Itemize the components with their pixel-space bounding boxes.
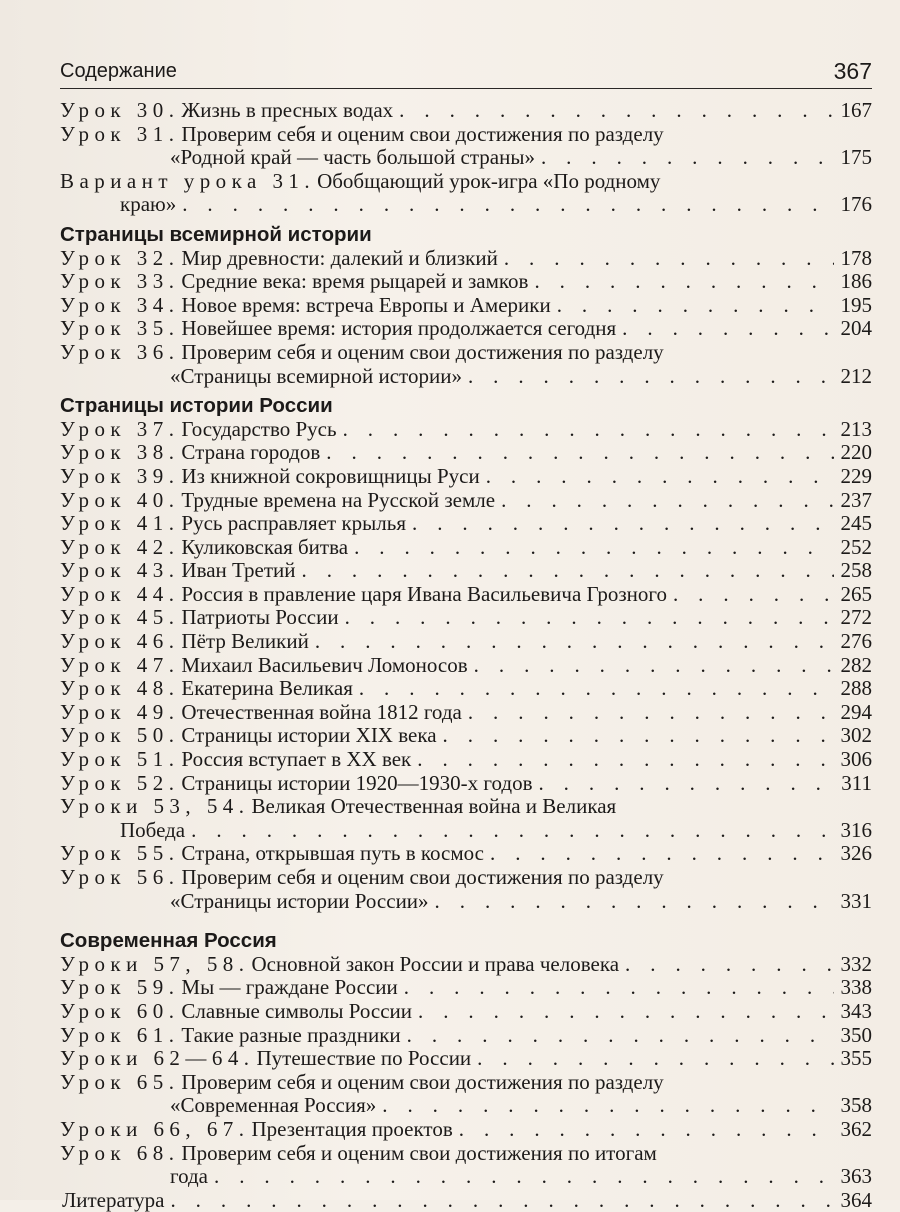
entry-title-continued: года: [170, 1164, 208, 1189]
toc-entry[interactable]: [60, 1118, 872, 1142]
entry-page-number: 245: [840, 511, 872, 536]
entry-page-number: 195: [840, 292, 872, 317]
entry-title: Средние века: время рыцарей и замков: [181, 269, 529, 294]
entry-title: Новейшее время: история продолжается сегодня: [181, 316, 617, 341]
entry-title: Великая Отечественная война и Великая: [251, 794, 617, 819]
lesson-label: Урок 30.: [60, 98, 180, 122]
lesson-label: Уроки 62—64.: [60, 1046, 255, 1071]
entry-page-number: 338: [840, 975, 872, 1000]
entry-page-number: 213: [840, 416, 872, 441]
entry-page-number: 358: [840, 1093, 872, 1118]
toc-entry-continuation[interactable]: [60, 146, 872, 170]
entry-page-number: 265: [840, 581, 872, 606]
leader-dots: [468, 365, 834, 389]
toc-entry[interactable]: [60, 341, 872, 365]
leader-dots: [404, 976, 834, 1000]
leader-dots: [343, 418, 834, 442]
entry-title-continued: «Родной край — часть большой страны»: [170, 145, 535, 170]
lesson-label: Урок 47.: [60, 652, 180, 677]
leader-dots: [326, 441, 834, 465]
entry-title: Страна городов: [181, 440, 321, 465]
section-gap: [60, 913, 872, 923]
entry-title: Страницы истории 1920—1930-х годов: [181, 770, 533, 795]
entry-title: Проверим себя и оценим свои достижения по разделу: [181, 121, 664, 146]
toc-entry[interactable]: [60, 842, 872, 866]
toc-entry[interactable]: [60, 441, 872, 465]
leader-dots: [501, 489, 834, 513]
toc-entry[interactable]: [60, 1189, 872, 1212]
entry-title: Россия в правление царя Ивана Васильевича Грозного: [181, 581, 667, 606]
lesson-label: Урок 59.: [60, 975, 180, 1000]
entry-title: Страна, открывшая путь в космос: [181, 841, 484, 866]
entry-title: Проверим себя и оценим свои достижения по разделу: [181, 865, 664, 889]
entry-page-number: 220: [840, 440, 872, 465]
entry-page-number: 272: [840, 605, 872, 630]
entry-title-continued: Победа: [120, 817, 186, 842]
entry-title: Проверим себя и оценим свои достижения по разделу: [181, 339, 664, 364]
entry-title: Россия вступает в XX век: [181, 747, 412, 772]
entry-title: Жизнь в пресных водах: [181, 98, 394, 122]
entry-title: Обобщающий урок-игра «По родному: [317, 168, 661, 193]
entry-title: Екатерина Великая: [181, 676, 353, 701]
toc-entry[interactable]: [60, 294, 872, 318]
leader-dots: [315, 630, 834, 654]
page-number: 367: [833, 58, 872, 84]
lesson-label: Урок 42.: [60, 534, 180, 559]
entry-page-number: 186: [840, 269, 872, 294]
entry-title: Куликовская битва: [181, 534, 349, 559]
entry-page-number: 326: [840, 841, 872, 866]
leader-dots: [534, 270, 834, 294]
toc-entry[interactable]: [60, 724, 872, 748]
toc-entry[interactable]: [60, 1071, 872, 1095]
leader-dots: [557, 294, 834, 318]
toc-entry[interactable]: [60, 795, 872, 819]
entry-title-continued: краю»: [120, 192, 177, 217]
toc-entry-continuation[interactable]: [60, 1165, 872, 1189]
lesson-label: Урок 60.: [60, 998, 180, 1023]
entry-page-number: 252: [840, 534, 872, 559]
entry-page-number: 276: [840, 629, 872, 654]
leader-dots: [490, 842, 834, 866]
lesson-label: Урок 44.: [60, 581, 180, 606]
toc-entry[interactable]: [60, 976, 872, 1000]
entry-page-number: 212: [840, 363, 872, 388]
entry-title: Литература: [62, 1187, 165, 1212]
leader-dots: [412, 512, 834, 536]
lesson-label: Урок 31.: [60, 121, 180, 146]
entry-page-number: 316: [840, 817, 872, 842]
toc-entry[interactable]: [60, 99, 872, 123]
entry-page-number: 229: [840, 463, 872, 488]
entry-title: Проверим себя и оценим свои достижения по итогам: [181, 1140, 657, 1165]
entry-title: Михаил Васильевич Ломоносов: [181, 652, 468, 677]
entry-title: Презентация проектов: [251, 1116, 453, 1141]
leader-dots: [625, 953, 834, 977]
leader-dots: [443, 724, 834, 748]
toc-entry[interactable]: [60, 317, 872, 341]
entry-page-number: 237: [840, 487, 872, 512]
entry-title: Страницы истории XIX века: [181, 723, 437, 748]
toc-entry-continuation[interactable]: [60, 365, 872, 389]
leader-dots: [538, 772, 834, 796]
leader-dots: [486, 465, 834, 489]
leader-dots: [435, 890, 834, 914]
toc-entry[interactable]: [60, 1047, 872, 1071]
entry-title: Путешествие по России: [256, 1046, 472, 1071]
toc-entry[interactable]: [60, 772, 872, 796]
toc-entry[interactable]: [60, 677, 872, 701]
toc-entry[interactable]: [60, 748, 872, 772]
entry-page-number: 175: [840, 145, 872, 170]
section-heading: Страницы истории России: [60, 394, 333, 418]
entry-page-number: 332: [840, 951, 872, 976]
lesson-label: Урок 45.: [60, 605, 180, 630]
lesson-label: Урок 48.: [60, 676, 180, 701]
toc-entry[interactable]: [60, 512, 872, 536]
leader-dots: [541, 146, 834, 170]
entry-title: Мир древности: далекий и близкий: [181, 245, 498, 270]
lesson-label: Урок 61.: [60, 1022, 180, 1047]
leader-dots: [170, 1189, 834, 1212]
toc-entry[interactable]: [60, 654, 872, 678]
entry-page-number: 331: [840, 888, 872, 913]
entry-page-number: 343: [840, 998, 872, 1023]
leader-dots: [354, 536, 834, 560]
lesson-label: Урок 35.: [60, 316, 180, 341]
lesson-label: Урок 46.: [60, 629, 180, 654]
entry-title: Славные символы России: [181, 998, 413, 1023]
lesson-label: Урок 55.: [60, 841, 180, 866]
entry-page-number: 294: [840, 699, 872, 724]
leader-dots: [182, 193, 834, 217]
lesson-label: Урок 32.: [60, 245, 180, 270]
lesson-label: Урок 49.: [60, 699, 180, 724]
leader-dots: [468, 701, 834, 725]
lesson-label: Урок 68.: [60, 1140, 180, 1165]
leader-dots: [399, 99, 834, 123]
section-heading: Современная Россия: [60, 929, 277, 953]
leader-dots: [474, 654, 834, 678]
entry-page-number: 167: [840, 98, 872, 122]
entry-title: Иван Третий: [181, 558, 296, 583]
lesson-label: Урок 40.: [60, 487, 180, 512]
entry-title: Пётр Великий: [181, 629, 309, 654]
toc-entry-continuation[interactable]: [60, 193, 872, 217]
entry-page-number: 302: [840, 723, 872, 748]
lesson-label: Урок 33.: [60, 269, 180, 294]
leader-dots: [673, 583, 834, 607]
leader-dots: [345, 606, 834, 630]
toc-entry[interactable]: [60, 701, 872, 725]
entry-title-continued: «Страницы всемирной истории»: [170, 363, 462, 388]
lesson-label: Урок 41.: [60, 511, 180, 536]
toc-entry[interactable]: [60, 123, 872, 147]
toc-entry[interactable]: [60, 1000, 872, 1024]
entry-title: Основной закон России и права человека: [251, 951, 620, 976]
leader-dots: [382, 1094, 834, 1118]
section-title: Содержание: [60, 60, 177, 82]
toc-entry[interactable]: [60, 953, 872, 977]
entry-title: Мы — граждане России: [181, 975, 398, 1000]
toc-entry[interactable]: [60, 270, 872, 294]
entry-page-number: 355: [840, 1046, 872, 1071]
leader-dots: [418, 1000, 834, 1024]
leader-dots: [417, 748, 834, 772]
entry-title: Новое время: встреча Европы и Америки: [181, 292, 551, 317]
lesson-label: Урок 36.: [60, 339, 180, 364]
lesson-label: Урок 65.: [60, 1069, 180, 1094]
leader-dots: [214, 1165, 834, 1189]
toc-entry[interactable]: [60, 465, 872, 489]
toc-entry[interactable]: [60, 1142, 872, 1166]
entry-page-number: 311: [841, 770, 872, 795]
lesson-label: Урок 50.: [60, 723, 180, 748]
entry-page-number: 258: [840, 558, 872, 583]
entry-title: Патриоты России: [181, 605, 339, 630]
entry-title: Русь расправляет крылья: [181, 511, 406, 536]
toc-entry[interactable]: [60, 866, 872, 890]
toc-entry[interactable]: [60, 247, 872, 271]
toc-entry[interactable]: [60, 418, 872, 442]
toc-entry[interactable]: [60, 559, 872, 583]
lesson-label: Вариант урока 31.: [60, 168, 316, 193]
running-head: [60, 58, 872, 89]
entry-page-number: 178: [840, 245, 872, 270]
toc-entry-continuation[interactable]: [60, 819, 872, 843]
toc-entry[interactable]: [60, 583, 872, 607]
entry-page-number: 363: [840, 1164, 872, 1189]
entry-title: Из книжной сокровищницы Руси: [181, 463, 480, 488]
lesson-label: Уроки 53, 54.: [60, 794, 250, 819]
entry-title-continued: «Страницы истории России»: [170, 888, 429, 913]
leader-dots: [477, 1047, 834, 1071]
lesson-label: Урок 43.: [60, 558, 180, 583]
entry-page-number: 176: [840, 192, 872, 217]
entry-page-number: 306: [840, 747, 872, 772]
toc-entry[interactable]: [60, 536, 872, 560]
lesson-label: Урок 52.: [60, 770, 180, 795]
entry-page-number: 364: [840, 1187, 872, 1212]
entry-title: Такие разные праздники: [181, 1022, 401, 1047]
entry-title: Проверим себя и оценим свои достижения по разделу: [181, 1069, 664, 1094]
entry-title-continued: «Современная Россия»: [170, 1093, 377, 1118]
table-of-contents: [60, 99, 872, 1212]
leader-dots: [504, 247, 834, 271]
leader-dots: [459, 1118, 834, 1142]
entry-page-number: 204: [840, 316, 872, 341]
entry-page-number: 282: [840, 652, 872, 677]
leader-dots: [302, 559, 834, 583]
lesson-label: Урок 34.: [60, 292, 180, 317]
lesson-label: Уроки 57, 58.: [60, 951, 250, 976]
toc-entry[interactable]: [60, 489, 872, 513]
entry-title: Отечественная война 1812 года: [181, 699, 462, 724]
entry-page-number: 362: [840, 1116, 872, 1141]
leader-dots: [622, 317, 834, 341]
leader-dots: [359, 677, 834, 701]
leader-dots: [407, 1024, 834, 1048]
entry-page-number: 350: [840, 1022, 872, 1047]
lesson-label: Урок 38.: [60, 440, 180, 465]
leader-dots: [191, 819, 834, 843]
lesson-label: Урок 51.: [60, 747, 180, 772]
entry-title: Трудные времена на Русской земле: [181, 487, 496, 512]
toc-entry[interactable]: [60, 1024, 872, 1048]
toc-entry[interactable]: [60, 606, 872, 630]
toc-entry-continuation[interactable]: [60, 1094, 872, 1118]
entry-title: Государство Русь: [181, 416, 337, 441]
toc-entry[interactable]: [60, 170, 872, 194]
toc-entry[interactable]: [60, 630, 872, 654]
entry-page-number: 288: [840, 676, 872, 701]
lesson-label: Урок 37.: [60, 416, 180, 441]
lesson-label: Урок 39.: [60, 463, 180, 488]
toc-entry-continuation[interactable]: [60, 890, 872, 914]
section-heading: Страницы всемирной истории: [60, 222, 372, 246]
lesson-label: Урок 56.: [60, 865, 180, 889]
lesson-label: Уроки 66, 67.: [60, 1116, 250, 1141]
